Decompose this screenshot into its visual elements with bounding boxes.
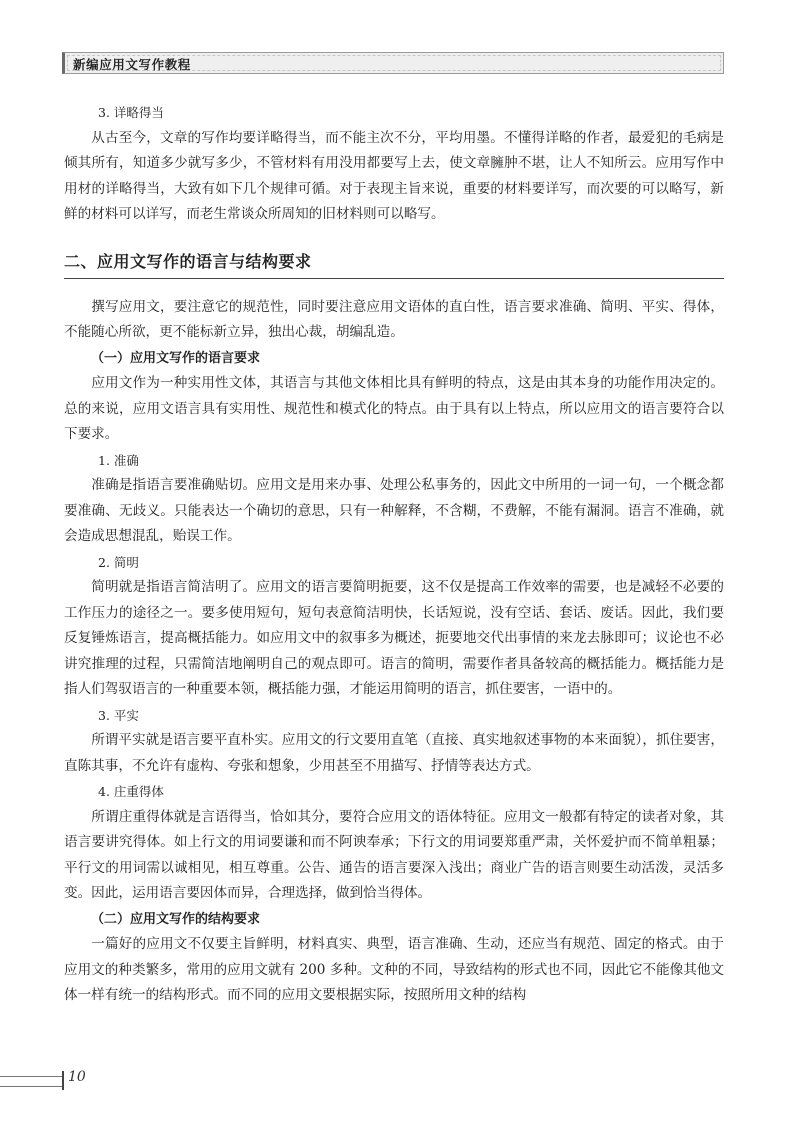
point-heading: 1. 准确 — [98, 452, 139, 468]
paragraph: 简明就是指语言简洁明了。应用文的语言要简明扼要，这不仅是提高工作效率的需要，也是减轻不必要的工作压力的途径之一。要多使用短句，短句表意简洁明快，长话短说，没有空话、套话、废话。因此，我们要反复锤炼语言，提高概括能力。如应用文中的叙事多为概述，扼要地交代出事情的来龙去脉即可；议论也不必讲究推理的过程，只需简洁地阐明自己的观点即可。语言的简明，需要作者具备较高的概括能力。概括能力是指人们驾驭语言的一种重要本领，概括能力强，才能运用简明的语言，抓住要害，一语中的。 — [64, 579, 724, 697]
page-content — [64, 100, 724, 1009]
paragraph: 从古至今，文章的写作均要详略得当，而不能主次不分，平均用墨。不懂得详略的作者，最爱犯的毛病是倾其所有，知道多少就写多少，不管材料有用没用都要写上去，使文章臃肿不堪，让人不知所云。应用写作中用材的详略得当，大致有如下几个规律可循。对于表现主旨来说，重要的材料要详写，而次要的可以略写，新鲜的材料可以详写，而老生常谈众所周知的旧材料则可以略写。 — [64, 129, 724, 222]
paragraph: 所谓庄重得体就是言语得当，恰如其分，要符合应用文的语体特征。应用文一般都有特定的读者对象，其语言要讲究得体。如上行文的用词要谦和而不阿谀奉承；下行文的用词要郑重严肃，关怀爱护而不简单粗暴；平行文的用词需以诚相见，相互尊重。公告、通告的语言要深入浅出；商业广告的语言则要生动活泼，灵活多变。因此，运用语言要因体而异，合理选择，做到恰当得体。 — [64, 808, 724, 901]
book-title: 新编应用文写作教程 — [73, 57, 191, 72]
footer-rule — [0, 1076, 62, 1087]
subsection-heading: （二）应用文写作的结构要求 — [91, 911, 261, 927]
footer-divider — [62, 1071, 64, 1090]
point-heading: 3. 详略得当 — [98, 105, 164, 120]
paragraph: 撰写应用文，要注意它的规范性，同时要注意应用文语体的直白性，语言要求准确、简明、平实、得体，不能随心所欲，更不能标新立异，独出心裁，胡编乱造。 — [64, 298, 724, 340]
page-number: 10 — [68, 1069, 86, 1085]
subsection-heading: （一）应用文写作的语言要求 — [91, 350, 261, 366]
point-heading: 4. 庄重得体 — [98, 784, 164, 799]
section-heading: 二、应用文写作的语言与结构要求 — [64, 249, 724, 279]
paragraph: 一篇好的应用文不仅要主旨鲜明，材料真实、典型，语言准确、生动，还应当有规范、固定的格式。由于应用文的种类繁多，常用的应用文就有 200 多种。文种的不同，导致结构的形式也不同，因此它不能像其他文体一样有统一的结构形式。而不同的应用文要根据实际，按照所用文种的结构 — [64, 936, 724, 1003]
point-heading: 3. 平实 — [98, 707, 139, 723]
point-heading: 2. 简明 — [98, 554, 139, 570]
paragraph: 应用文作为一种实用性文体，其语言与其他文体相比具有鲜明的特点，这是由其本身的功能作用决定的。总的来说，应用文语言具有实用性、规范性和模式化的特点。由于具有以上特点，所以应用文的语言要符合以下要求。 — [64, 375, 724, 442]
paragraph: 准确是指语言要准确贴切。应用文是用来办事、处理公私事务的，因此文中所用的一词一句，一个概念都要准确、无歧义。只能表达一个确切的意思，只有一种解释，不含糊，不费解，不能有漏洞。语言不准确，就会造成思想混乱，贻误工作。 — [64, 477, 724, 544]
paragraph: 所谓平实就是语言要平直朴实。应用文的行文要用直笔（直接、真实地叙述事物的本来面貌），抓住要害，直陈其事，不允许有虚构、夸张和想象，少用甚至不用描写、抒情等表达方式。 — [64, 732, 724, 774]
running-header — [62, 52, 724, 74]
